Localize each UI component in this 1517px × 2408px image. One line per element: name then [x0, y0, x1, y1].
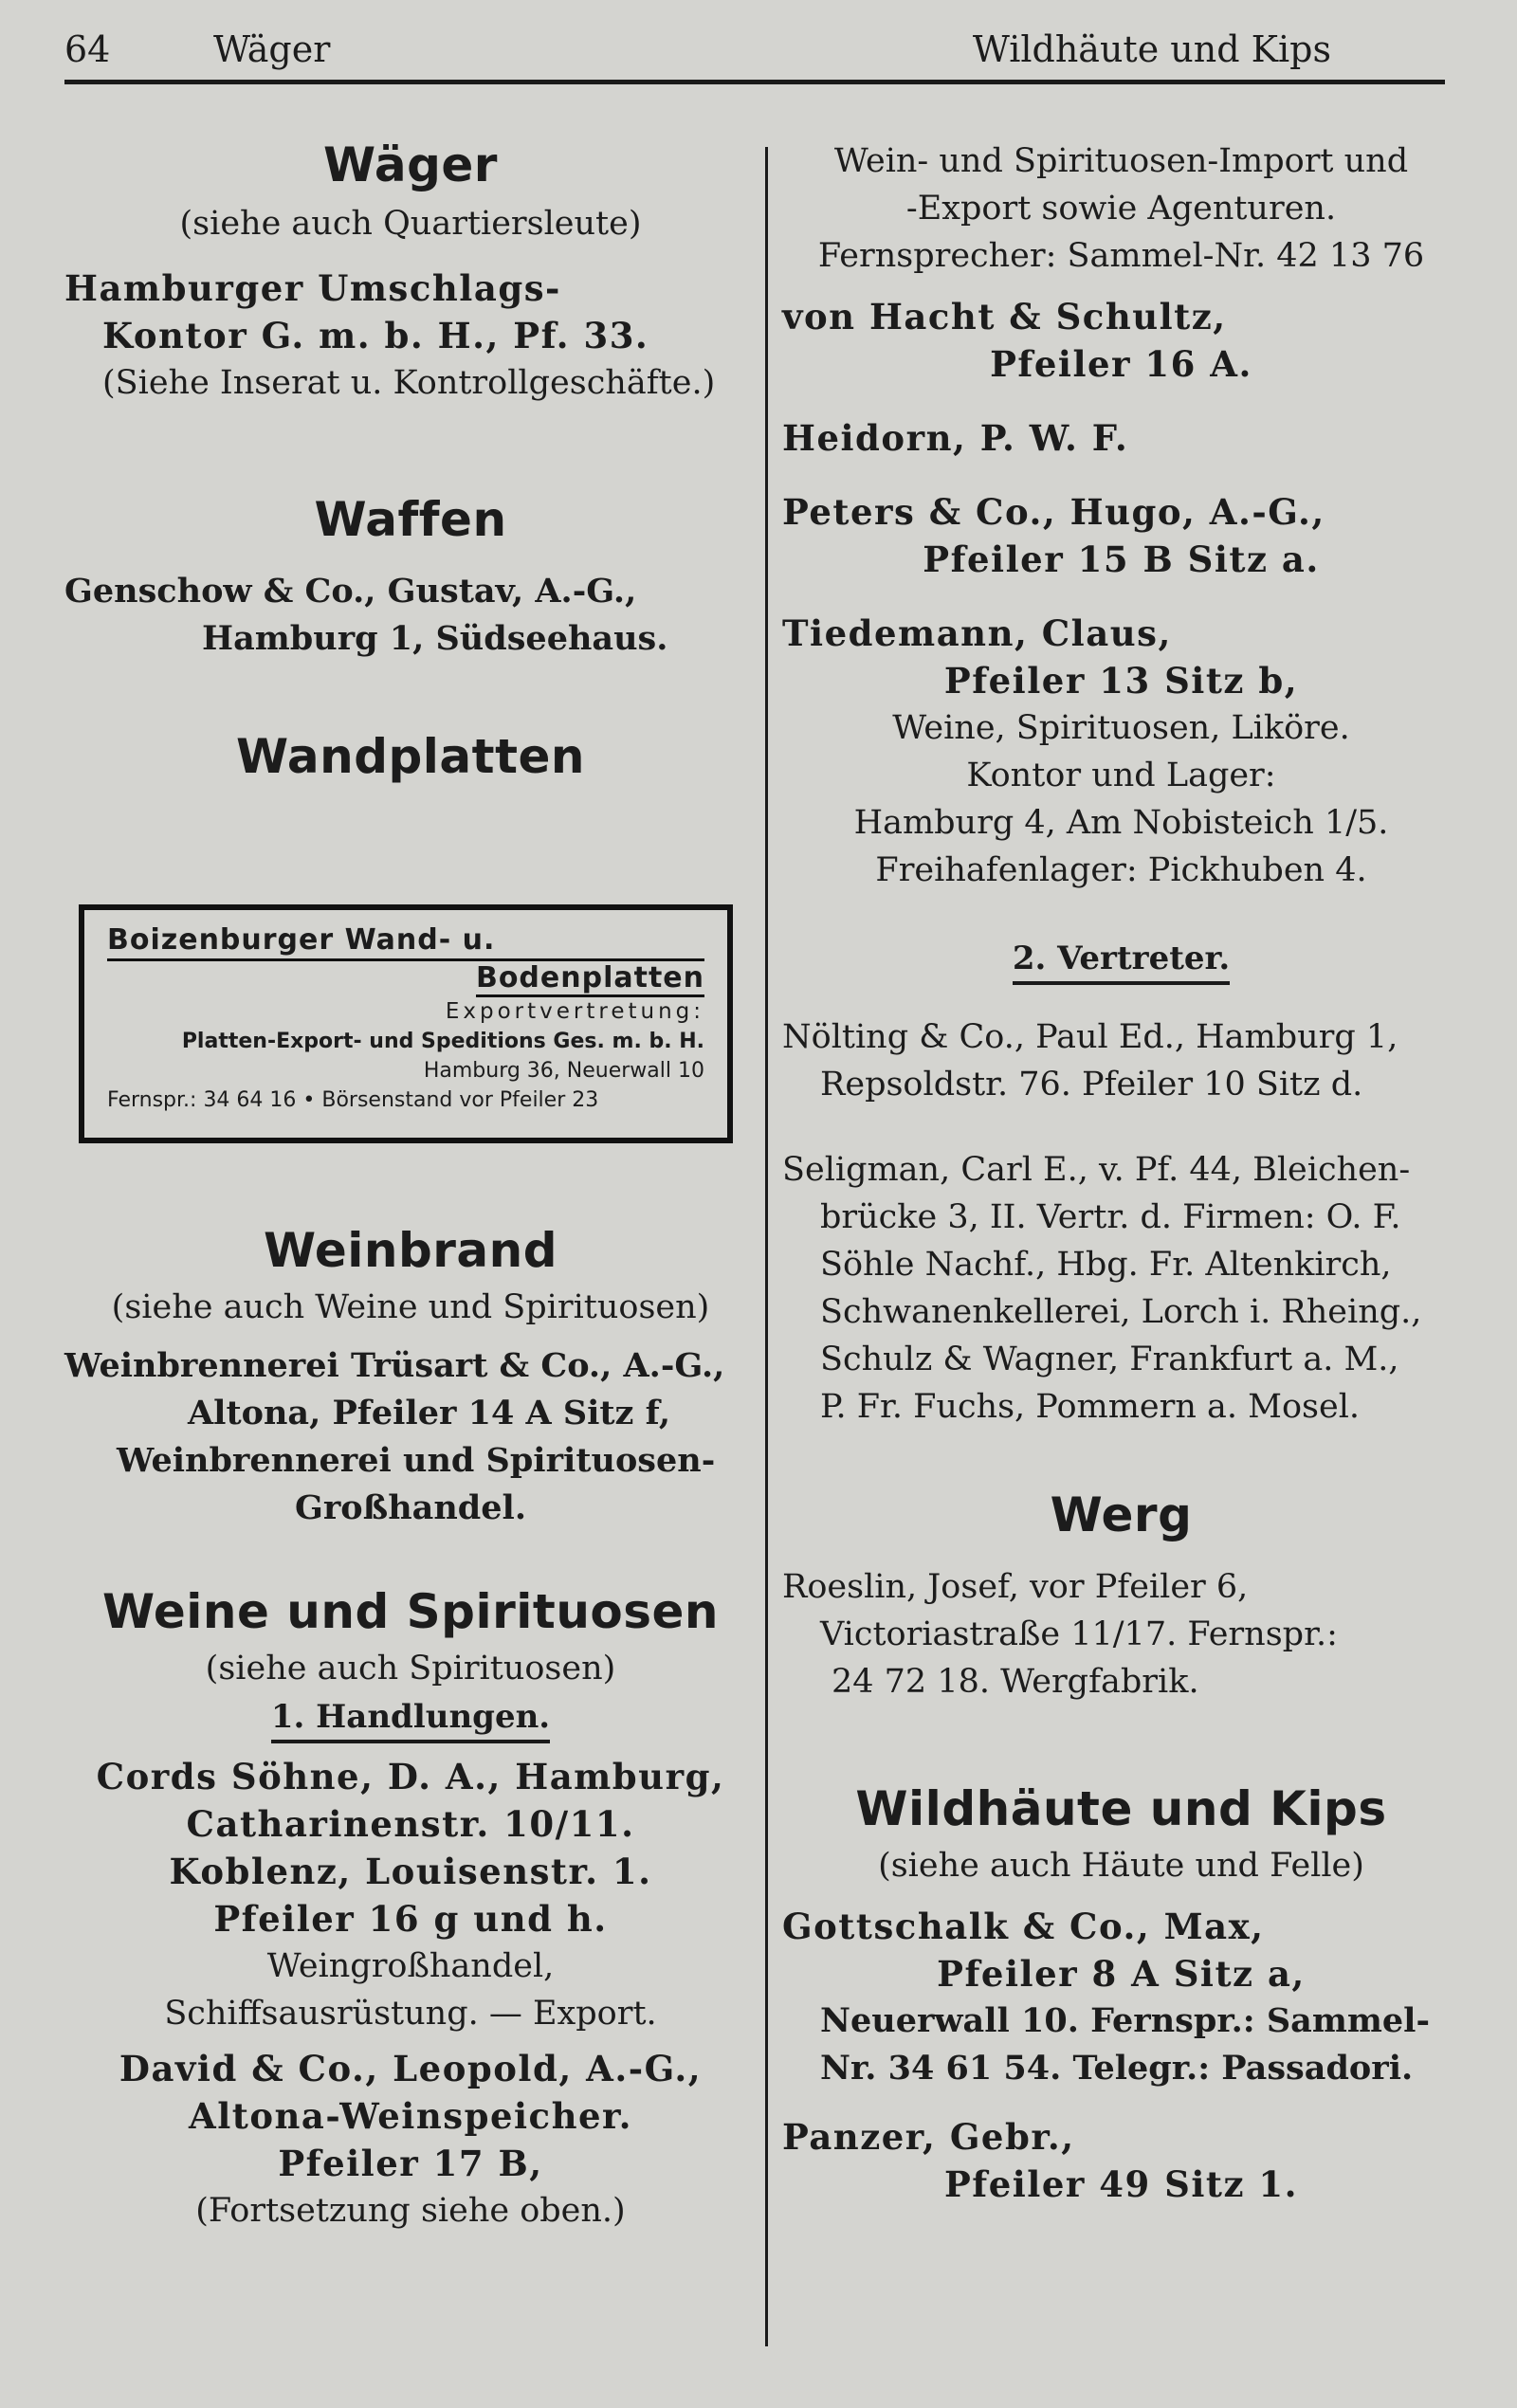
entry-name: Gottschalk & Co., Max,	[782, 1906, 1265, 1947]
entry-desc: Schulz & Wagner, Frankfurt a. M.,	[820, 1341, 1399, 1378]
entry-name: Seligman, Carl E., v. Pf. 44, Bleichen-	[782, 1151, 1411, 1189]
ad-address: Hamburg 36, Neuerwall 10	[423, 1059, 704, 1083]
entry-pillar: Pfeiler 17 B,	[278, 2143, 543, 2184]
entry-name: von Hacht & Schultz,	[782, 296, 1227, 337]
entry-desc: -Export sowie Agenturen.	[905, 190, 1337, 228]
entry-desc: Weinbrennerei und Spirituosen-	[117, 1441, 716, 1480]
left-column-lower	[64, 1223, 757, 2235]
entry-note: (Siehe Inserat u. Kontrollgeschäfte.)	[102, 364, 716, 402]
entry-desc: P. Fr. Fuchs, Pommern a. Mosel.	[820, 1388, 1361, 1426]
running-head-right: Wildhäute und Kips	[972, 28, 1331, 70]
section-note: (siehe auch Spirituosen)	[205, 1650, 616, 1687]
entry-name: Tiedemann, Claus,	[782, 612, 1172, 654]
ad-company-line1: Boizenburger Wand- u.	[107, 923, 704, 961]
entry-name: Peters & Co., Hugo, A.-G.,	[782, 491, 1325, 533]
entry-pillar: Pfeiler 15 B Sitz a.	[923, 538, 1320, 580]
entry-desc: Weingroßhandel,	[266, 1947, 555, 1985]
entry-pillar: Pfeiler 13 Sitz b,	[943, 660, 1299, 702]
entry-address: Victoriastraße 11/17. Fernspr.:	[820, 1615, 1338, 1653]
entry-address: Altona, Pfeiler 14 A Sitz f,	[188, 1394, 671, 1432]
right-column	[782, 137, 1460, 2208]
entry-desc: Großhandel.	[294, 1488, 527, 1527]
entry-address: Repsoldstr. 76. Pfeiler 10 Sitz d.	[820, 1066, 1363, 1104]
entry-name: David & Co., Leopold, A.-G.,	[119, 2048, 703, 2089]
ad-company-line2: Bodenplatten	[476, 961, 704, 997]
entry-name: Heidorn, P. W. F.	[782, 417, 1129, 459]
subsection-title: 2. Vertreter.	[1013, 939, 1230, 985]
ad-phone: Fernspr.: 34 64 16 • Börsenstand vor Pfeiler 23	[107, 1088, 599, 1112]
entry-name: Panzer, Gebr.,	[782, 2116, 1075, 2158]
entry-name: Genschow & Co., Gustav, A.-G.,	[64, 572, 637, 611]
entry-name: Weinbrennerei Trüsart & Co., A.-G.,	[64, 1346, 725, 1385]
section-title-weine: Weine und Spirituosen	[101, 1584, 720, 1639]
entry-pillar: Pfeiler 16 A.	[990, 343, 1252, 385]
entry-desc: Schwanenkellerei, Lorch i. Rheing.,	[820, 1293, 1422, 1331]
entry-address: Freihafenlager: Pickhuben 4.	[875, 851, 1367, 889]
entry-phone: 24 72 18. Wergfabrik.	[832, 1663, 1199, 1701]
section-note: (siehe auch Quartiersleute)	[179, 205, 642, 243]
section-title-waffen: Waffen	[314, 492, 507, 547]
entry-desc: brücke 3, II. Vertr. d. Firmen: O. F.	[820, 1198, 1401, 1236]
entry-pillar: Pfeiler 16 g und h.	[213, 1898, 608, 1940]
entry-name: Cords Söhne, D. A., Hamburg,	[96, 1756, 725, 1797]
entry-address: Altona-Weinspeicher.	[188, 2095, 633, 2137]
entry-address: Koblenz, Louisenstr. 1.	[169, 1851, 652, 1892]
section-title-wildhaeute: Wildhäute und Kips	[855, 1781, 1387, 1836]
entry-address: Hamburg 4, Am Nobisteich 1/5.	[853, 804, 1389, 842]
entry-desc: Schiffsausrüstung. — Export.	[164, 1995, 657, 2033]
entry-address: Catharinenstr. 10/11.	[186, 1803, 635, 1845]
entry-name: Hamburger Umschlags-	[64, 267, 561, 309]
page-number: 64	[64, 28, 111, 70]
entry-address: Hamburg 1, Südseehaus.	[202, 619, 668, 658]
advertisement-box	[79, 904, 733, 1143]
entry-pillar: Pfeiler 8 A Sitz a,	[937, 1953, 1306, 1995]
entry-pillar: Pfeiler 49 Sitz 1.	[943, 2163, 1299, 2205]
section-title-werg: Werg	[1050, 1487, 1193, 1542]
section-note: (siehe auch Häute und Felle)	[878, 1847, 1364, 1885]
entry-desc: Söhle Nachf., Hbg. Fr. Altenkirch,	[820, 1246, 1392, 1284]
running-head-left: Wäger	[213, 28, 331, 70]
subsection-title: 1. Handlungen.	[271, 1698, 550, 1743]
entry-name: Nölting & Co., Paul Ed., Hamburg 1,	[782, 1018, 1398, 1056]
section-title-waeger: Wäger	[323, 137, 498, 192]
header-rule	[64, 80, 1445, 84]
entry-name: Kontor G. m. b. H., Pf. 33.	[102, 315, 649, 356]
entry-phone: Fernsprecher: Sammel-Nr. 42 13 76	[817, 237, 1425, 275]
entry-phone: Nr. 34 61 54. Telegr.: Passadori.	[820, 2049, 1414, 2088]
entry-desc: Kontor und Lager:	[966, 757, 1276, 794]
entry-desc: Weine, Spirituosen, Liköre.	[892, 709, 1350, 747]
section-title-weinbrand: Weinbrand	[263, 1223, 558, 1278]
ad-company-agent: Platten-Export- und Speditions Ges. m. b. H.	[181, 1030, 704, 1053]
entry-note: (Fortsetzung siehe oben.)	[195, 2192, 626, 2230]
entry-desc: Wein- und Spirituosen-Import und	[833, 142, 1409, 180]
section-title-wandplatten: Wandplatten	[236, 729, 585, 784]
ad-export-label: Exportvertretung:	[445, 999, 704, 1024]
entry-address: Neuerwall 10. Fernspr.: Sammel-	[820, 2001, 1430, 2040]
column-divider	[765, 147, 768, 2346]
left-column	[64, 137, 757, 784]
section-note: (siehe auch Weine und Spirituosen)	[111, 1288, 710, 1326]
entry-name: Roeslin, Josef, vor Pfeiler 6,	[782, 1568, 1249, 1606]
